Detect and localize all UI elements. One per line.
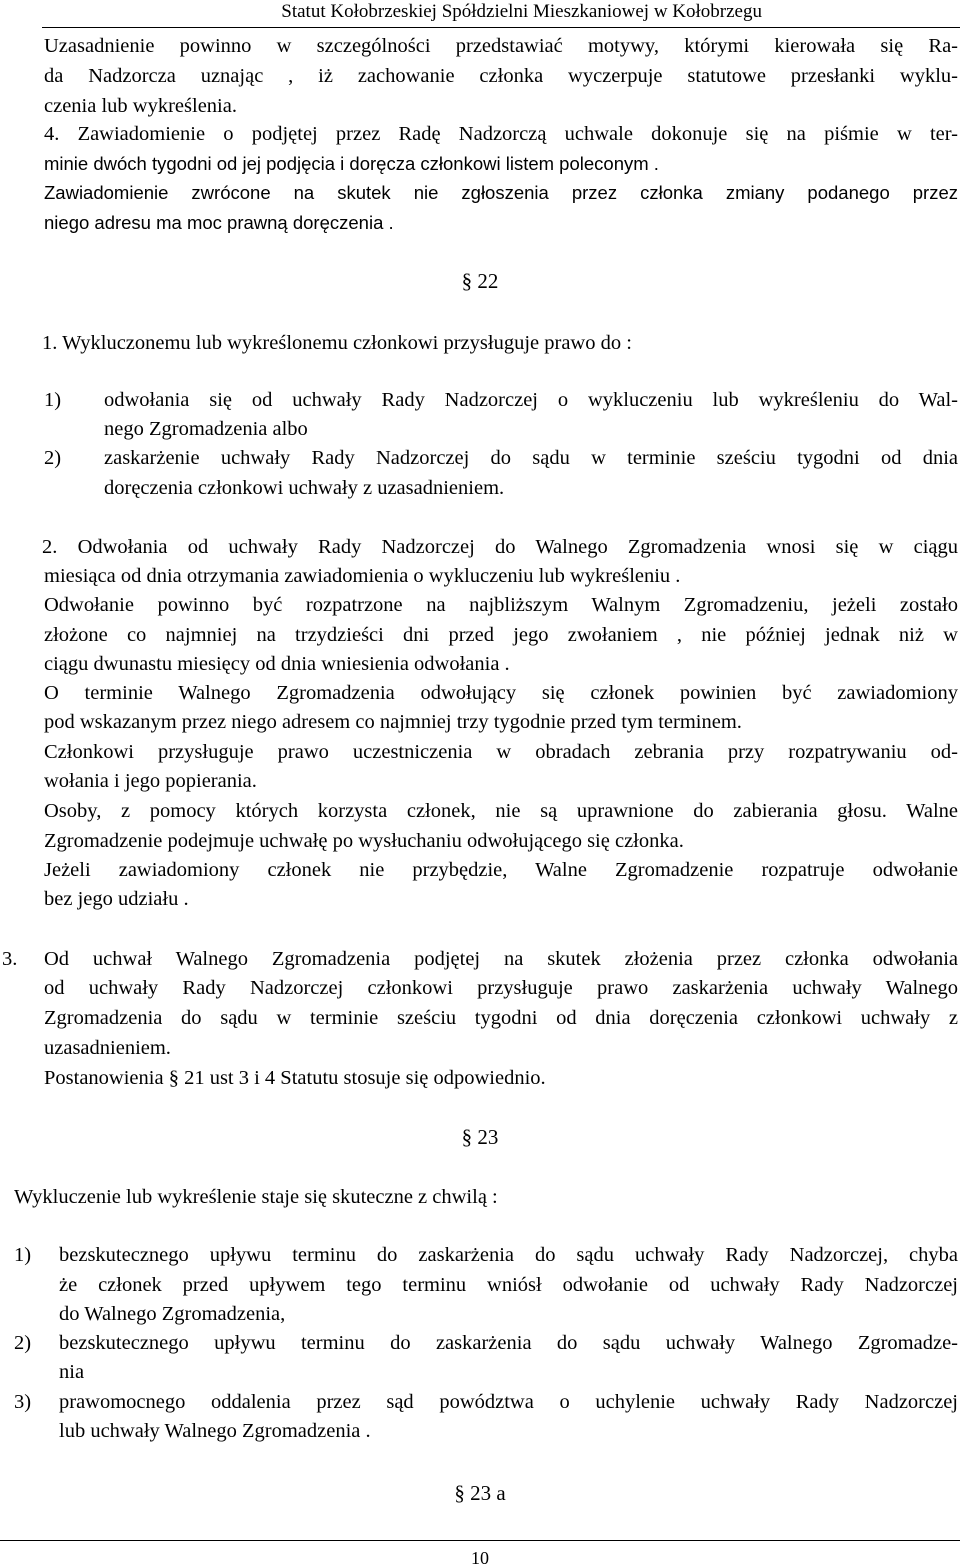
text-line: miesiąca od dnia otrzymania zawiadomienia o wykluczeniu lub wykreśleniu . xyxy=(44,565,681,587)
text-line: Wykluczenie lub wykreślenie staje się skuteczne z chwilą : xyxy=(14,1186,498,1208)
list-marker: 1) xyxy=(14,1244,32,1266)
text-line: wołania i jego popierania. xyxy=(44,770,257,792)
text-line: Od uchwał Walnego Zgromadzenia podjętej na skutek złożenia przez członka odwołania xyxy=(44,948,958,970)
page-number: 10 xyxy=(471,1548,489,1568)
text-line: O terminie Walnego Zgromadzenia odwołujący się członek powinien być zawiadomiony xyxy=(44,682,958,704)
text-line: 2. Odwołania od uchwały Rady Nadzorczej do Walnego Zgromadzenia wnosi się w ciągu xyxy=(42,536,958,558)
list-item-text: zaskarżenie uchwały Rady Nadzorczej do sądu w terminie sześciu tygodni od dnia xyxy=(104,447,958,469)
page-header-title: Statut Kołobrzeskiej Spółdzielni Mieszkaniowej w Kołobrzegu xyxy=(281,1,762,22)
list-item-text: nego Zgromadzenia albo xyxy=(104,418,308,440)
text-line: da Nadzorcza uznając , iż zachowanie członka wyczerpuje statutowe przesłanki wyklu- xyxy=(44,65,958,87)
text-line: Postanowienia § 21 ust 3 i 4 Statutu stosuje się odpowiednio. xyxy=(44,1067,546,1089)
text-line: pod wskazanym przez niego adresem co najmniej trzy tygodnie przed tym terminem. xyxy=(44,711,742,733)
text-line: Odwołanie powinno być rozpatrzone na najbliższym Walnym Zgromadzeniu, jeżeli zostało xyxy=(44,594,958,616)
text-line: niego adresu ma moc prawną doręczenia . xyxy=(44,212,394,233)
text-line: Zgromadzenia do sądu w terminie sześciu tygodni od dnia doręczenia członkowi uchwały z xyxy=(44,1007,958,1029)
text-line: ciągu dwunastu miesięcy od dnia wniesienia odwołania . xyxy=(44,653,510,675)
footer-rule xyxy=(0,1540,960,1541)
list-item-text: bezskutecznego upływu terminu do zaskarżenia do sądu uchwały Rady Nadzorczej, chyba xyxy=(59,1244,958,1266)
text-line: złożone co najmniej na trzydzieści dni przed jego zwołaniem , nie później jednak niż w xyxy=(44,624,958,646)
text-line: Jeżeli zawiadomiony członek nie przybędzie, Walne Zgromadzenie rozpatruje odwołanie xyxy=(44,859,958,881)
text-line: od uchwały Rady Nadzorczej członkowi przysługuje prawo zaskarżenia uchwały Walnego xyxy=(44,977,958,999)
text-line: Zgromadzenie podejmuje uchwałę po wysłuchaniu odwołującego się członka. xyxy=(44,830,684,852)
list-marker: 2) xyxy=(14,1332,32,1354)
list-item-text: do Walnego Zgromadzenia, xyxy=(59,1303,286,1325)
text-line: minie dwóch tygodni od jej podjęcia i doręcza członkowi listem poleconym . xyxy=(44,153,659,174)
list-marker: 1) xyxy=(44,389,62,411)
header-rule xyxy=(42,27,960,28)
text-line: Członkowi przysługuje prawo uczestniczenia w obradach zebrania przy rozpatrywaniu od- xyxy=(44,741,958,763)
list-marker: 3) xyxy=(14,1391,32,1413)
list-marker: 3. xyxy=(2,948,18,970)
text-line: 1. Wykluczonemu lub wykreślonemu członkowi przysługuje prawo do : xyxy=(42,332,632,354)
text-line: 4. Zawiadomienie o podjętej przez Radę Nadzorczą uchwale dokonuje się na piśmie w ter- xyxy=(44,123,958,145)
text-line: Osoby, z pomocy których korzysta członek, nie są uprawnione do zabierania głosu. Walne xyxy=(44,800,958,822)
list-item-text: że członek przed upływem tego terminu wniósł odwołanie od uchwały Rady Nadzorczej xyxy=(59,1274,958,1296)
list-item-text: nia xyxy=(59,1361,85,1383)
text-line: bez jego udziału . xyxy=(44,888,189,910)
section-heading-23a: § 23 a xyxy=(454,1481,506,1505)
section-heading-22: § 22 xyxy=(461,269,499,293)
text-line: uzasadnieniem. xyxy=(44,1037,171,1059)
text-line: czenia lub wykreślenia. xyxy=(44,95,237,117)
text-line: Zawiadomienie zwrócone na skutek nie zgłoszenia przez członka zmiany podanego przez xyxy=(44,182,958,203)
list-item-text: lub uchwały Walnego Zgromadzenia . xyxy=(59,1420,371,1442)
section-heading-23: § 23 xyxy=(461,1125,499,1149)
list-item-text: doręczenia członkowi uchwały z uzasadnieniem. xyxy=(104,477,505,499)
list-item-text: prawomocnego oddalenia przez sąd powództwa o uchylenie uchwały Rady Nadzorczej xyxy=(59,1391,958,1413)
text-line: Uzasadnienie powinno w szczególności przedstawiać motywy, którymi kierowała się Ra- xyxy=(44,35,958,57)
list-marker: 2) xyxy=(44,447,62,469)
list-item-text: odwołania się od uchwały Rady Nadzorczej o wykluczeniu lub wykreśleniu do Wal- xyxy=(104,389,958,411)
list-item-text: bezskutecznego upływu terminu do zaskarżenia do sądu uchwały Walnego Zgromadze- xyxy=(59,1332,958,1354)
